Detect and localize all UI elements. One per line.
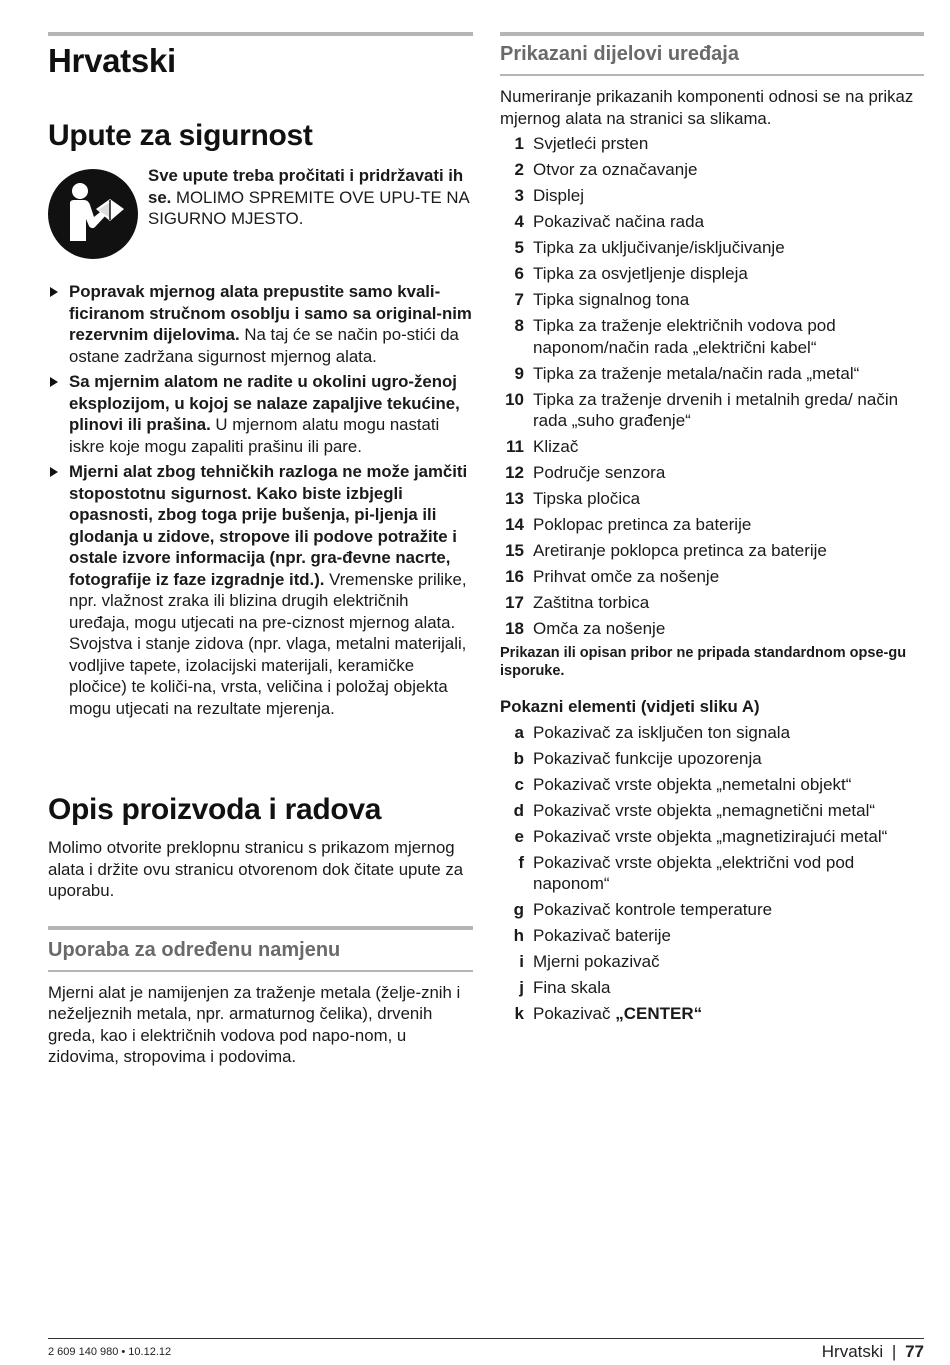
list-item: [500, 1003, 924, 1025]
bullet-triangle-icon: [50, 287, 58, 297]
bullet-bold: Mjerni alat zbog tehničkih razloga ne može jamčiti stopostotnu sigurnost. Kako biste izbjegli opasnosti, zbog toga prije bušenja, pi-ljenja ili glodanja u zidove, stropove ili podove potražite i ostale izvore informacija (npr. gra-đevne nacrte, fotografije iz faze izgradnje itd.).: [69, 462, 468, 589]
item-text: Pokazivač funkcije upozorenja: [533, 748, 762, 768]
item-number: 7: [514, 290, 524, 309]
bullet-triangle-icon: [50, 377, 58, 387]
display-heading: Pokazni elementi (vidjeti sliku A): [500, 697, 760, 716]
item-number: i: [519, 952, 524, 971]
item-number: 16: [505, 567, 524, 586]
bullet-triangle-icon: [50, 467, 58, 477]
item-text: Omča za nošenje: [533, 619, 666, 638]
item-text: Fina skala: [533, 978, 611, 997]
center-bold: „CENTER“: [615, 1004, 703, 1023]
list-item: [500, 289, 924, 311]
list-item: [48, 461, 473, 719]
list-item: [500, 462, 924, 484]
item-number: 12: [505, 463, 524, 482]
bullet-bold: Popravak mjernog alata prepustite samo kvali-ficiranom stručnom osoblju i samo sa original-nim rezervnim dijelovima.: [69, 282, 472, 344]
product-heading: Opis proizvoda i radova: [48, 793, 382, 826]
list-item: [500, 389, 924, 432]
item-number: 5: [514, 238, 524, 257]
display-list: [500, 722, 924, 999]
warning-normal: MOLIMO SPREMITE OVE UPU-TE NA SIGURNO MJESTO.: [148, 187, 469, 228]
item-letter: k: [514, 1004, 524, 1023]
list-item: [500, 774, 924, 796]
list-item: [500, 566, 924, 588]
list-item: [500, 618, 924, 640]
item-number: h: [513, 926, 524, 945]
list-item: [500, 133, 924, 155]
list-item: [500, 315, 924, 358]
item-number: b: [513, 748, 524, 768]
list-item: [500, 951, 924, 973]
list-item: [500, 748, 924, 770]
item-number: 6: [514, 264, 524, 283]
item-number: c: [514, 774, 524, 794]
item-number: 10: [505, 389, 524, 409]
footer-rule: [48, 1338, 924, 1339]
item-number: 3: [514, 186, 524, 205]
item-text: Tipka za traženje električnih vodova pod naponom/način rada „električni kabel“: [533, 316, 836, 357]
safety-heading: Upute za sigurnost: [48, 119, 313, 152]
item-number: 18: [505, 619, 524, 638]
list-item: [500, 514, 924, 536]
item-text: Pokazivač baterije: [533, 926, 671, 945]
page-number: 77: [905, 1342, 924, 1361]
list-item: [500, 722, 924, 744]
page-footer: [822, 1342, 924, 1362]
product-intro: Molimo otvorite preklopnu stranicu s prikazom mjernog alata i držite ovu stranicu otvorenom dok čitate upute za uporabu.: [48, 838, 464, 900]
accessory-note: Prikazan ili opisan pribor ne pripada standardnom opse-gu isporuke.: [500, 645, 907, 679]
list-item: [500, 925, 924, 947]
intended-use-heading: Uporaba za određenu namjenu: [48, 938, 341, 961]
read-manual-icon: [48, 169, 138, 259]
parts-rule: [500, 74, 924, 76]
item-number: 4: [514, 212, 524, 231]
list-item: [500, 237, 924, 259]
item-text: Otvor za označavanje: [533, 160, 698, 179]
parts-list: [500, 133, 924, 640]
right-column: [500, 32, 924, 1029]
item-text: Klizač: [533, 437, 579, 456]
item-number: a: [514, 722, 524, 742]
item-text: Pokazivač kontrole temperature: [533, 900, 773, 919]
left-column: [48, 32, 473, 1068]
item-text: Pokazivač načina rada: [533, 212, 705, 231]
list-item: [500, 592, 924, 614]
list-item: [500, 488, 924, 510]
top-rule-left: [48, 32, 473, 36]
list-item: [500, 852, 924, 895]
item-number: e: [514, 826, 524, 846]
item-text: Mjerni pokazivač: [533, 952, 660, 971]
intended-use-header: [48, 926, 473, 972]
item-text: Aretiranje poklopca pretinca za baterije: [533, 541, 827, 560]
item-number: f: [518, 852, 524, 872]
item-text: Tipka za traženje drvenih i metalnih greda/ način rada „suho građenje“: [533, 389, 899, 430]
item-text: Prihvat omče za nošenje: [533, 567, 720, 586]
list-item: [48, 371, 473, 457]
doc-number: 2 609 140 980 • 10.12.12: [48, 1346, 172, 1358]
item-text: Tipska pločica: [533, 489, 641, 508]
center-text: Pokazivač: [533, 1004, 616, 1023]
list-item: [500, 185, 924, 207]
item-text: Pokazivač vrste objekta „nemagnetični metal“: [533, 800, 876, 820]
item-number: 17: [505, 593, 524, 612]
list-item: [500, 977, 924, 999]
item-text: Tipka za uključivanje/isključivanje: [533, 238, 785, 257]
item-text: Displej: [533, 186, 585, 205]
safety-bullets: [48, 281, 473, 719]
item-text: Pokazivač vrste objekta „nemetalni objekt“: [533, 774, 852, 794]
item-text: [533, 1003, 924, 1025]
item-number: g: [513, 900, 524, 919]
footer-lang: Hrvatski: [821, 1342, 884, 1361]
item-number: 14: [505, 515, 524, 534]
item-text: Pokazivač vrste objekta „magnetizirajući metal“: [533, 826, 888, 846]
item-number: j: [519, 978, 524, 997]
list-item: [500, 826, 924, 848]
warning-text: [148, 165, 473, 259]
footer-sep: |: [891, 1342, 897, 1361]
item-number: 2: [514, 160, 524, 179]
item-number: 1: [514, 134, 524, 153]
list-item: [500, 263, 924, 285]
list-item: [48, 281, 473, 367]
list-item: [500, 899, 924, 921]
parts-heading: Prikazani dijelovi uređaja: [500, 43, 739, 65]
safety-warning: [48, 165, 473, 259]
item-text: Pokazivač vrste objekta „električni vod pod naponom“: [533, 852, 855, 893]
item-number: 13: [505, 489, 524, 508]
bullet-normal: Vremenske prilike, npr. vlažnost zraka ili blizina drugih električnih uređaja, mogu utjecati na pre-ciznost mjernog alata. Svojstva i stanje zidova (npr. vlaga, metalni materijali, vodljive tapete, izolacijski materijali, keramičke pločice) te količi-na, vrsta, veličina i položaj objekta mogu utjecati na rezultate mjerenja.: [69, 569, 467, 718]
item-text: Pokazivač za isključen ton signala: [533, 722, 791, 742]
item-number: 11: [506, 437, 524, 456]
list-item: [500, 540, 924, 562]
center-list: [500, 1003, 924, 1025]
item-number: 8: [514, 316, 524, 335]
intended-use-text: Mjerni alat je namijenjen za traženje metala (želje-znih i neželjeznih metala, npr. armaturnog čelika), drvenih greda, kao i električnih vodova pod napo-nom, u zidovima, stropovima i podovima.: [48, 982, 461, 1066]
section-rule-bottom: [48, 970, 473, 972]
list-item: [500, 159, 924, 181]
parts-intro: Numeriranje prikazanih komponenti odnosi se na prikaz mjernog alata na stranici sa slikama.: [500, 87, 914, 128]
item-number: 15: [505, 541, 524, 560]
item-text: Zaštitna torbica: [533, 593, 650, 612]
list-item: [500, 211, 924, 233]
warning-bold: Sve upute treba pročitati i pridržavati ih se.: [148, 166, 464, 207]
list-item: [500, 800, 924, 822]
item-number: d: [513, 800, 524, 820]
item-text: Tipka signalnog tona: [533, 290, 690, 309]
item-text: Poklopac pretinca za baterije: [533, 515, 752, 534]
bullet-bold: Sa mjernim alatom ne radite u okolini ugro-ženoj eksplozijom, u kojoj se nalaze zapaljive tekućine, plinovi ili prašina.: [69, 372, 460, 434]
item-number: 9: [514, 363, 524, 383]
list-item: [500, 363, 924, 385]
language-title: Hrvatski: [48, 42, 176, 79]
bullet-normal: Na taj će se način po-stići da ostane zadržana sigurnost mjernog alata.: [69, 325, 459, 366]
item-text: Svjetleći prsten: [533, 134, 649, 153]
item-text: Tipka za traženje metala/način rada „metal“: [533, 363, 860, 383]
list-item: [500, 436, 924, 458]
item-text: Tipka za osvjetljenje displeja: [533, 264, 748, 283]
bullet-normal: U mjernom alatu mogu nastati iskre koje mogu zapaliti prašinu ili pare.: [69, 415, 440, 456]
item-text: Područje senzora: [533, 463, 666, 482]
